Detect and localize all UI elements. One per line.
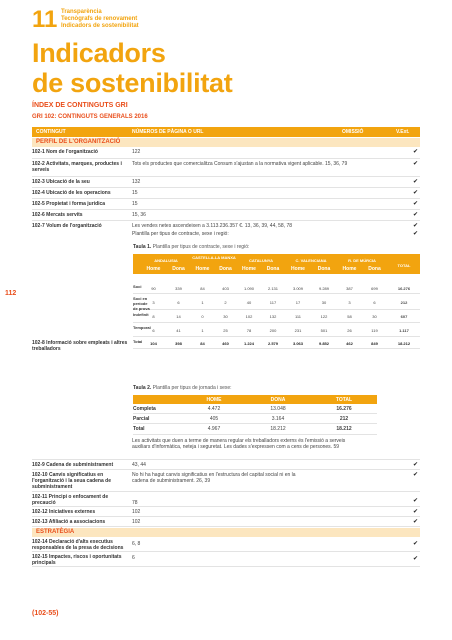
- table1-row: [133, 294, 420, 310]
- page-title: [32, 38, 232, 98]
- table1-cell: 1.090: [243, 285, 254, 291]
- row-label: 102-3 Ubicació de la seu: [32, 179, 90, 185]
- row-label: 102-8 Informació sobre empleats i altres treballadors: [32, 340, 128, 352]
- table1-cell: 1.117: [399, 327, 409, 333]
- table1-cell: 398: [175, 340, 182, 346]
- chapter-line: Tecnògrafs de renovament: [61, 16, 138, 22]
- table1-cell: 9.852: [318, 340, 329, 346]
- row-label: 102-15 Impactes, riscos i oportunitats principals: [32, 554, 122, 566]
- check-icon: ✔: [412, 498, 418, 504]
- check-icon: ✔: [412, 190, 418, 196]
- table1-cell: 460: [222, 340, 229, 346]
- sex-header: Home: [195, 266, 210, 272]
- check-icon: ✔: [412, 472, 418, 478]
- table1-cell: 3.063: [292, 340, 303, 346]
- chapter-number: 11: [32, 6, 58, 33]
- table1-cell: 30: [321, 299, 327, 305]
- table1-caption-number: Taula 1.: [133, 244, 152, 250]
- table1-cell: 30: [223, 314, 228, 319]
- table1-cell: 26: [347, 327, 352, 333]
- col-header-pages: NÚMEROS DE PÀGINA O URL: [132, 129, 204, 135]
- t2-col-header: DONA: [270, 397, 286, 403]
- check-icon: ✔: [412, 231, 418, 237]
- table1-row-label: Soci en període de prova: [133, 296, 150, 311]
- table1-cell: 212: [400, 299, 408, 305]
- table1-cell: 1.224: [243, 340, 254, 346]
- table-row: [32, 177, 420, 188]
- table1-cell: 403: [222, 285, 229, 291]
- table1-cell: 9.289: [318, 285, 329, 291]
- table1-cell: 501: [320, 327, 328, 333]
- table1-cell: 607: [400, 314, 408, 319]
- check-icon: ✔: [412, 541, 418, 547]
- table1-cell: 1: [201, 327, 204, 333]
- table1-cell: 40: [246, 299, 252, 305]
- table1-cell: 8: [152, 314, 155, 319]
- table1-cell: 41: [176, 327, 181, 333]
- check-icon: ✔: [412, 149, 418, 155]
- table1-cell: 3: [152, 299, 155, 305]
- row-value: 102: [132, 509, 141, 515]
- table1-row-label: Total: [133, 339, 143, 344]
- table1-cell: 231: [294, 327, 302, 333]
- table1-cell: 78: [246, 327, 252, 333]
- page-title-line: Indicadors: [32, 38, 166, 68]
- row-label: 102-7 Volum de l'organització: [32, 223, 102, 229]
- table1-cell: 119: [371, 327, 378, 333]
- table1-cell: 102: [245, 314, 253, 319]
- table1-cell: 462: [346, 340, 353, 346]
- table2-cell: 13.048: [270, 406, 286, 412]
- table1-cell: 849: [371, 340, 378, 346]
- table1-cell: 25: [223, 327, 228, 333]
- row-label: 102-11 Principi o enfocament de precaució: [32, 494, 109, 506]
- sex-header: Dona: [317, 266, 331, 272]
- main-table-header: [32, 127, 420, 137]
- sex-header: Dona: [266, 266, 280, 272]
- table1-row-label: Indefinit: [133, 312, 149, 317]
- table1-caption: [133, 244, 249, 250]
- sex-header: Home: [242, 266, 256, 272]
- table1-cell: 6: [373, 299, 376, 305]
- table1-cell: 14: [176, 314, 181, 319]
- row-label: 102-1 Nom de l'organització: [32, 149, 98, 155]
- row-label: 102-13 Afiliació a associacions: [32, 519, 106, 525]
- table2-caption-number: Taula 2.: [133, 385, 152, 391]
- chapter-line: Indicadors de sostenibilitat: [61, 23, 139, 29]
- table1-cell: 18.212: [397, 340, 411, 346]
- table1-cell: 3: [348, 299, 351, 305]
- sex-header: Home: [146, 266, 161, 272]
- row-value: 6: [132, 555, 135, 561]
- row-value: 132: [132, 179, 141, 185]
- table1-cell: 84: [200, 340, 205, 346]
- row-label: 102-6 Mercats servits: [32, 212, 83, 218]
- sex-header: Dona: [219, 266, 232, 272]
- region-header: CASTELLA-LA MANXA: [192, 255, 236, 260]
- table-row: [32, 188, 420, 199]
- table1-cell: 0: [201, 314, 204, 319]
- row-value: Les vendes netes ascendeixen a 3.113.236.357 €. 13, 36, 39, 44, 58, 78: [132, 223, 293, 229]
- check-icon: ✔: [412, 556, 418, 562]
- table2-row-label: Total: [133, 426, 145, 432]
- table1-row: [133, 310, 420, 323]
- table-row: [32, 492, 420, 507]
- table-row: [32, 537, 420, 552]
- row-label: 102-5 Propietat i forma jurídica: [32, 201, 106, 207]
- table1-row-label: Temporal: [133, 325, 151, 330]
- section-band-profile: PERFIL DE L'ORGANITZACIÓ: [32, 138, 420, 147]
- check-icon: ✔: [412, 519, 418, 525]
- row-value: Les activitats que duen a terme de manera regular els treballadors externs és l'emissió a serveis auxiliars d'informàtica, neteja i seguretat. Les dades s'expressen com a cens de persones. 59: [132, 438, 346, 450]
- check-icon: ✔: [412, 179, 418, 185]
- table1-row: [133, 323, 420, 337]
- table2-cell: 16.276: [336, 406, 352, 412]
- table1-cell: 387: [346, 285, 353, 291]
- table2-cell: 212: [339, 416, 349, 422]
- table1-cell: 30: [372, 314, 377, 319]
- sex-header: Home: [342, 266, 357, 272]
- check-icon: ✔: [412, 212, 418, 218]
- table1-cell: 58: [347, 314, 352, 319]
- table1-cell: 104: [150, 340, 157, 346]
- table1-cell: 200: [269, 327, 277, 333]
- table-row: [32, 159, 420, 177]
- chapter-title: [61, 9, 139, 30]
- table-row: [32, 436, 420, 460]
- table1-cell: 3.009: [292, 285, 303, 291]
- table1-row-label: Soci: [133, 284, 142, 289]
- sex-header: Dona: [172, 266, 185, 272]
- check-icon: ✔: [412, 223, 418, 229]
- table1-cell: 117: [269, 299, 277, 305]
- table1-cell: 6: [152, 327, 155, 333]
- row-label: 102-2 Activitats, marques, productes i serveis: [32, 161, 122, 173]
- table2-cell: 4.967: [207, 426, 221, 432]
- row-label: 102-9 Cadena de subministrament: [32, 462, 114, 468]
- table1-cell: 6: [177, 299, 180, 305]
- table2-header: [133, 395, 377, 404]
- table1-cell: 90: [151, 285, 156, 291]
- row-value: 6, 8: [132, 541, 141, 547]
- footer-page-range: (102-55): [32, 610, 59, 617]
- table2-cell: 3.164: [271, 416, 285, 422]
- table-row: [32, 210, 420, 221]
- table1-cell: 2.579: [267, 340, 278, 346]
- table-row: [32, 199, 420, 210]
- side-page-number: 112: [5, 290, 17, 297]
- page-title-line: de sostenibilitat: [32, 68, 233, 98]
- row-value: 15: [132, 190, 138, 196]
- gri-general-title: GRI 102: CONTINGUTS GENERALS 2016: [32, 114, 148, 120]
- row-value: 15, 36: [132, 212, 146, 218]
- row-value: Plantilla per tipus de contracte, sexe i regió:: [132, 231, 229, 237]
- table1-cell: 84: [200, 285, 205, 291]
- table1-row: [133, 337, 420, 349]
- table-row: [32, 230, 420, 240]
- table1-cell: 16.276: [397, 285, 411, 291]
- table1-cell: 17: [295, 299, 301, 305]
- table2-cell: 4.472: [207, 406, 221, 412]
- row-value: 43, 44: [132, 462, 146, 468]
- row-label: 102-10 Canvis significatius en l'organització i la seua cadena de subministrament: [32, 472, 111, 490]
- sex-header: Home: [291, 266, 305, 272]
- table2-cell: 405: [209, 416, 219, 422]
- t2-col-header: TOTAL: [335, 397, 353, 403]
- table2-row: [133, 424, 377, 435]
- table-row: [32, 338, 128, 356]
- row-label: 102-12 Iniciatives externes: [32, 509, 96, 515]
- chapter-line: Transparència: [61, 9, 102, 15]
- table2-row: [133, 404, 377, 414]
- t2-col-header: HOME: [206, 397, 222, 403]
- row-value: 78: [132, 500, 138, 506]
- check-icon: ✔: [412, 201, 418, 207]
- row-value: 15: [132, 201, 138, 207]
- check-icon: ✔: [412, 509, 418, 515]
- region-header: ANDALUSIA: [154, 258, 178, 263]
- table-row: [32, 147, 420, 159]
- col-header-content: CONTINGUT: [36, 129, 66, 135]
- table-row: [32, 470, 420, 492]
- row-value: Tots els productes que comercialitza Consum s'ajustan a la normativa vigent aplicable. 15, 36, 79: [132, 161, 348, 167]
- table-row: [32, 517, 420, 527]
- row-label: 102-14 Declaració d'alts executius responsables de la presa de decisions: [32, 539, 124, 551]
- row-value: No hi ha hagut canvis significatius en l'estructura del capital social ni en la cadena de subministrament. 26, 39: [132, 472, 296, 484]
- table2-caption: [133, 385, 232, 391]
- row-value: 102: [132, 519, 141, 525]
- table1-cell: 339: [175, 285, 182, 291]
- table1-cell: 1: [201, 299, 204, 305]
- table2-cell: 18.212: [336, 426, 352, 432]
- table1-cell: 699: [371, 285, 378, 291]
- total-header: TOTAL: [397, 263, 411, 268]
- check-icon: ✔: [412, 462, 418, 468]
- table1-cell: 2: [224, 299, 227, 305]
- section-band-strategy: ESTRATÈGIA: [32, 528, 420, 537]
- table1-cell: 2.131: [267, 285, 278, 291]
- table1-sex-header: [133, 263, 420, 274]
- gri-index-title: ÍNDEX DE CONTINGUTS GRI: [32, 102, 128, 109]
- table2-cell: 18.212: [270, 426, 286, 432]
- table2-caption-text: Plantilla per tipus de jornada i sexe:: [152, 385, 232, 391]
- table2-row: [133, 414, 377, 424]
- table1-cell: 132: [269, 314, 277, 319]
- table1-caption-text: Plantilla per tipus de contracte, sexe i regió:: [152, 244, 250, 250]
- table-row: [32, 552, 420, 567]
- table-row: [32, 507, 420, 517]
- region-header: C. VALENCIANA: [295, 258, 327, 263]
- region-header: R. DE MÚRCIA: [348, 258, 376, 263]
- sex-header: Dona: [368, 266, 381, 272]
- row-value: 122: [132, 149, 141, 155]
- table2-row-label: Completa: [133, 406, 156, 412]
- table1-cell: 111: [294, 314, 302, 319]
- region-header: CATALUNYA: [249, 258, 273, 263]
- col-header-omission: OMISSIÓ: [342, 129, 364, 135]
- table1-cell: 122: [320, 314, 328, 319]
- table-row: [32, 460, 420, 470]
- table2-row-label: Parcial: [133, 416, 150, 422]
- table1-row: [133, 282, 420, 294]
- col-header-ext: V.Ext.: [396, 129, 410, 135]
- row-label: 102-4 Ubicació de les operacions: [32, 190, 111, 196]
- check-icon: ✔: [412, 161, 418, 167]
